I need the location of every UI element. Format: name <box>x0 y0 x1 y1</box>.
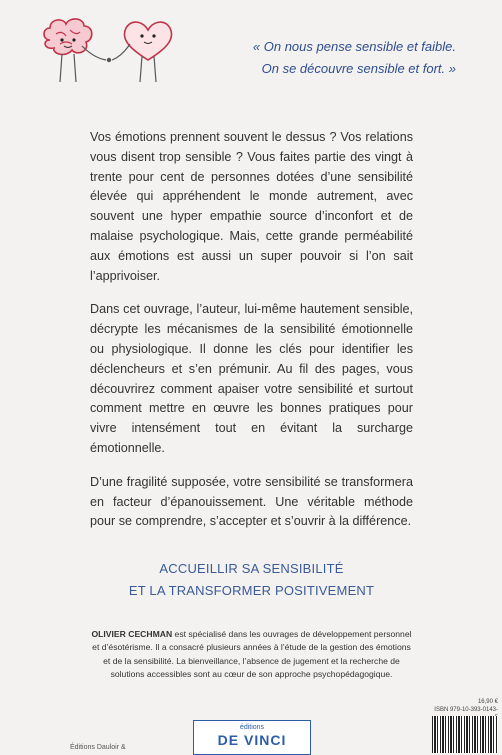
epigraph-quote <box>196 36 456 80</box>
publisher-logo <box>193 720 311 755</box>
isbn: ISBN 979-10-393-0143- <box>434 707 498 713</box>
quote-line-2: On se découvre sensible et fort. » <box>261 61 456 76</box>
author-name: OLIVIER CECHMAN <box>91 629 173 639</box>
publisher-logo-small: éditions <box>239 724 265 731</box>
price: 16,90 € <box>477 699 498 705</box>
barcode <box>432 716 498 753</box>
holding-hands-icon <box>107 58 111 62</box>
blurb <box>90 128 413 546</box>
author-bio-text: est spécialisé dans les ouvrages de développement personnel et d’ésotérisme. Il a consacré plusieurs années à l’étude de la gestion des émotions et de la sensibilité. La bienveillance, l’absence de jugement et la recherche de solutions accessibles sont au cœur de son approche psychopédagogique. <box>92 629 412 680</box>
tagline <box>90 558 413 602</box>
blurb-paragraph-2: Dans cet ouvrage, l’auteur, lui-même hautement sensible, décrypte les mécanismes de la sensibilité émotionnelle ou physiologique. Il donne les clés pour identifier les déclencheurs et s’en prémunir. Au fil des pages, vous découvrirez comment apaiser votre sensibilité et surtout comment mettre en œuvre les bonnes pratiques pour vivre intensément tout en évitant la surcharge émotionnelle. <box>90 302 413 455</box>
tagline-line-2: ET LA TRANSFORMER POSITIVEMENT <box>128 583 375 598</box>
publisher-credit: Éditions Dauloir & <box>70 744 126 751</box>
heart-icon <box>112 22 172 82</box>
blurb-paragraph-3: D’une fragilité supposée, votre sensibilité se transformera en facteur d’épanouissement. Une véritable méthode pour se comprendre, s’accepter et s’ouvrir à la différence. <box>90 474 413 529</box>
blurb-paragraph-1: Vos émotions prennent souvent le dessus ? Vos relations vous disent trop sensible ? Vous faites partie des vingt à trente pour cent de personnes dotées d’une sensibilité élevée qui appréhendent le monde autrement, avec souvent une hyper empathie source d’inconfort et de malaise psychologique. Mais, cette grande perméabilité aux émotions est aussi un super pouvoir si l’on sait l’apprivoiser. <box>90 130 413 283</box>
author-bio <box>90 628 413 682</box>
publisher-logo-name: DE VINCI <box>217 732 287 748</box>
brain-heart-illustration <box>36 10 186 90</box>
brain-icon <box>44 19 106 82</box>
quote-line-1: « On nous pense sensible et faible. <box>252 39 456 54</box>
tagline-line-1: ACCUEILLIR SA SENSIBILITÉ <box>159 561 344 576</box>
